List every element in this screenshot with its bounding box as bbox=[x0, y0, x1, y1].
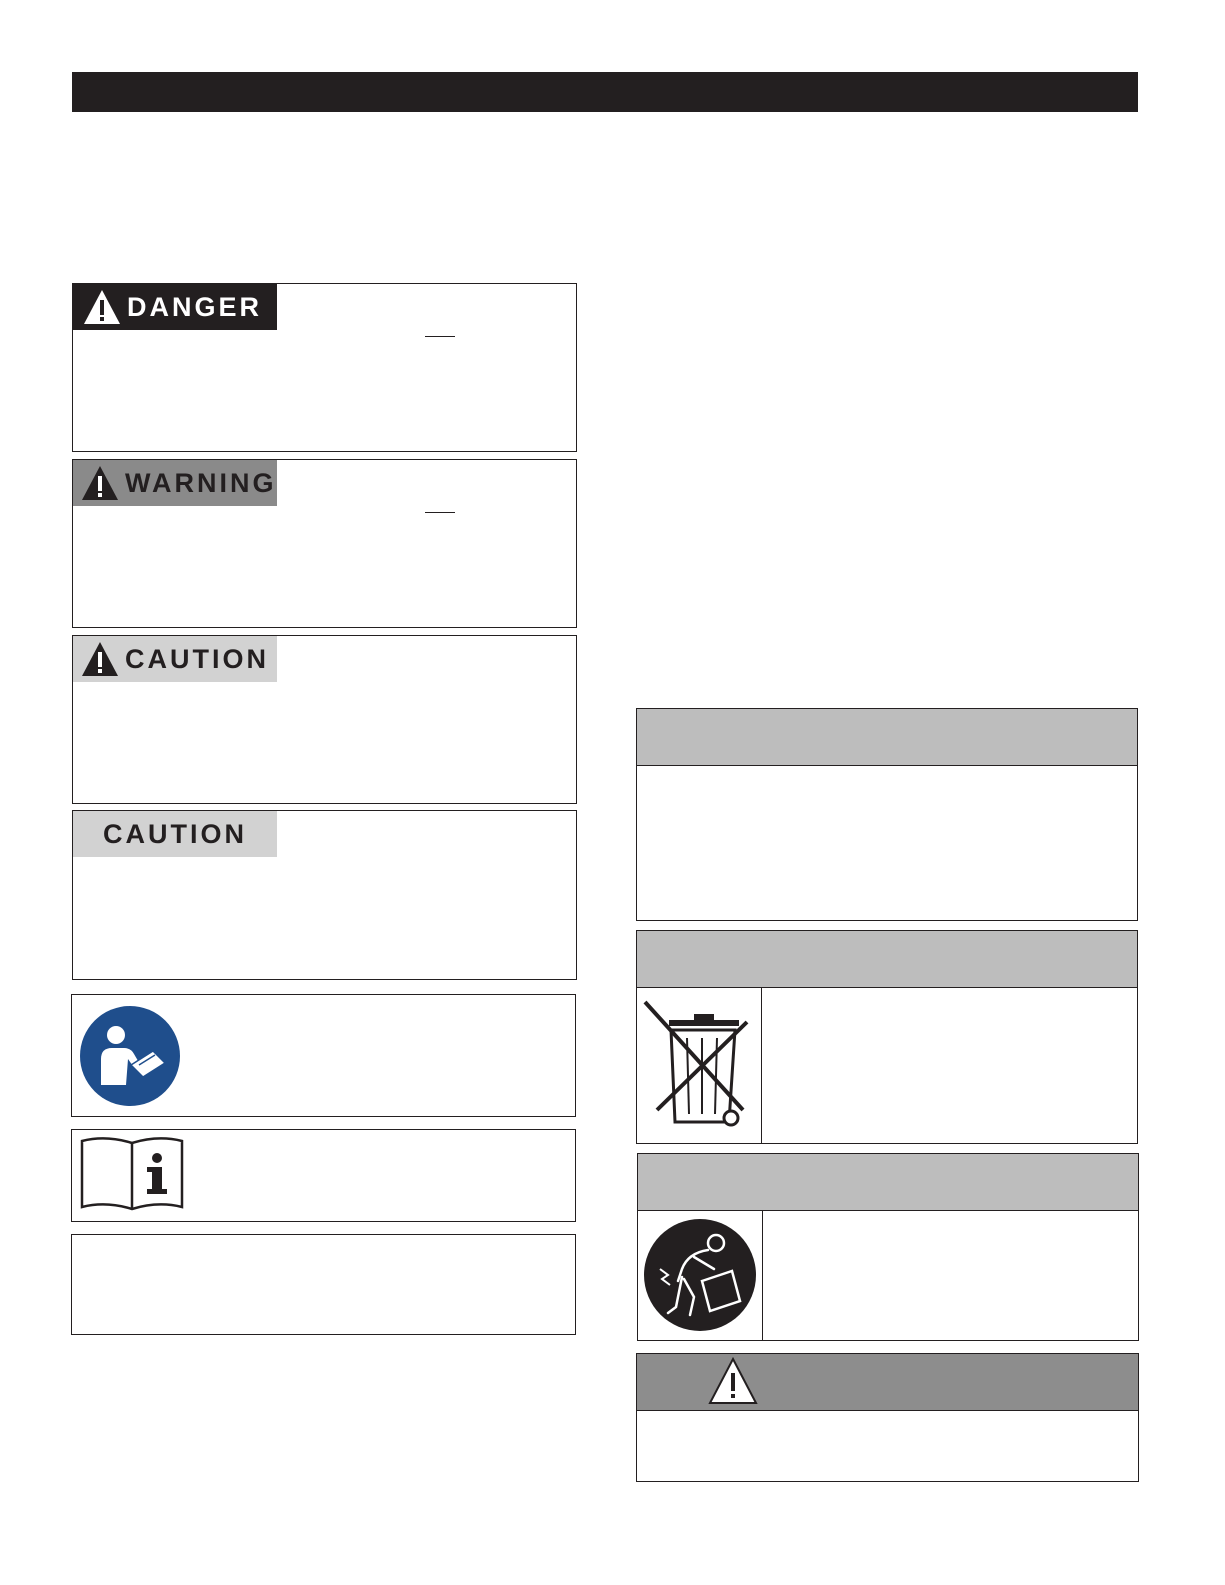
read-manual-box bbox=[71, 994, 576, 1117]
danger-signal-label bbox=[73, 284, 277, 330]
danger-box bbox=[72, 283, 577, 452]
triangle-warning-box bbox=[636, 1353, 1139, 1482]
heavy-lifting-icon bbox=[642, 1217, 758, 1333]
lifting-box bbox=[637, 1153, 1139, 1341]
exclamation-triangle-icon bbox=[79, 463, 121, 503]
danger-signal-word: DANGER bbox=[127, 291, 263, 322]
disposal-header bbox=[637, 931, 1137, 988]
general-info-header bbox=[637, 709, 1137, 766]
lifting-icon-cell bbox=[638, 1211, 763, 1340]
warning-signal-word: WARNING bbox=[125, 467, 277, 498]
lifting-header bbox=[638, 1154, 1138, 1211]
crossed-out-wheelie-bin-icon bbox=[639, 990, 757, 1142]
warning-triangle-icon bbox=[707, 1356, 759, 1406]
caution-signal-word: CAUTION bbox=[125, 643, 269, 674]
exclamation-triangle-icon bbox=[81, 287, 123, 327]
notice-box bbox=[71, 1234, 576, 1335]
disposal-icon-cell bbox=[637, 988, 762, 1143]
caution-plain-signal-label bbox=[73, 811, 277, 857]
caution-box-with-icon bbox=[72, 635, 577, 804]
disposal-box bbox=[636, 930, 1138, 1144]
danger-underline-mark bbox=[425, 336, 455, 337]
read-manual-icon bbox=[79, 1005, 181, 1107]
page-header-bar bbox=[72, 72, 1138, 112]
info-manual-box bbox=[71, 1129, 576, 1222]
warning-signal-label bbox=[73, 460, 277, 506]
exclamation-triangle-icon bbox=[79, 639, 121, 679]
caution-signal-label bbox=[73, 636, 277, 682]
general-info-box bbox=[636, 708, 1138, 921]
triangle-warning-header bbox=[637, 1354, 1138, 1411]
caution-plain-signal-word: CAUTION bbox=[103, 818, 247, 849]
caution-box-plain bbox=[72, 810, 577, 980]
warning-box bbox=[72, 459, 577, 628]
warning-underline-mark bbox=[425, 512, 455, 513]
info-book-icon bbox=[80, 1135, 184, 1215]
